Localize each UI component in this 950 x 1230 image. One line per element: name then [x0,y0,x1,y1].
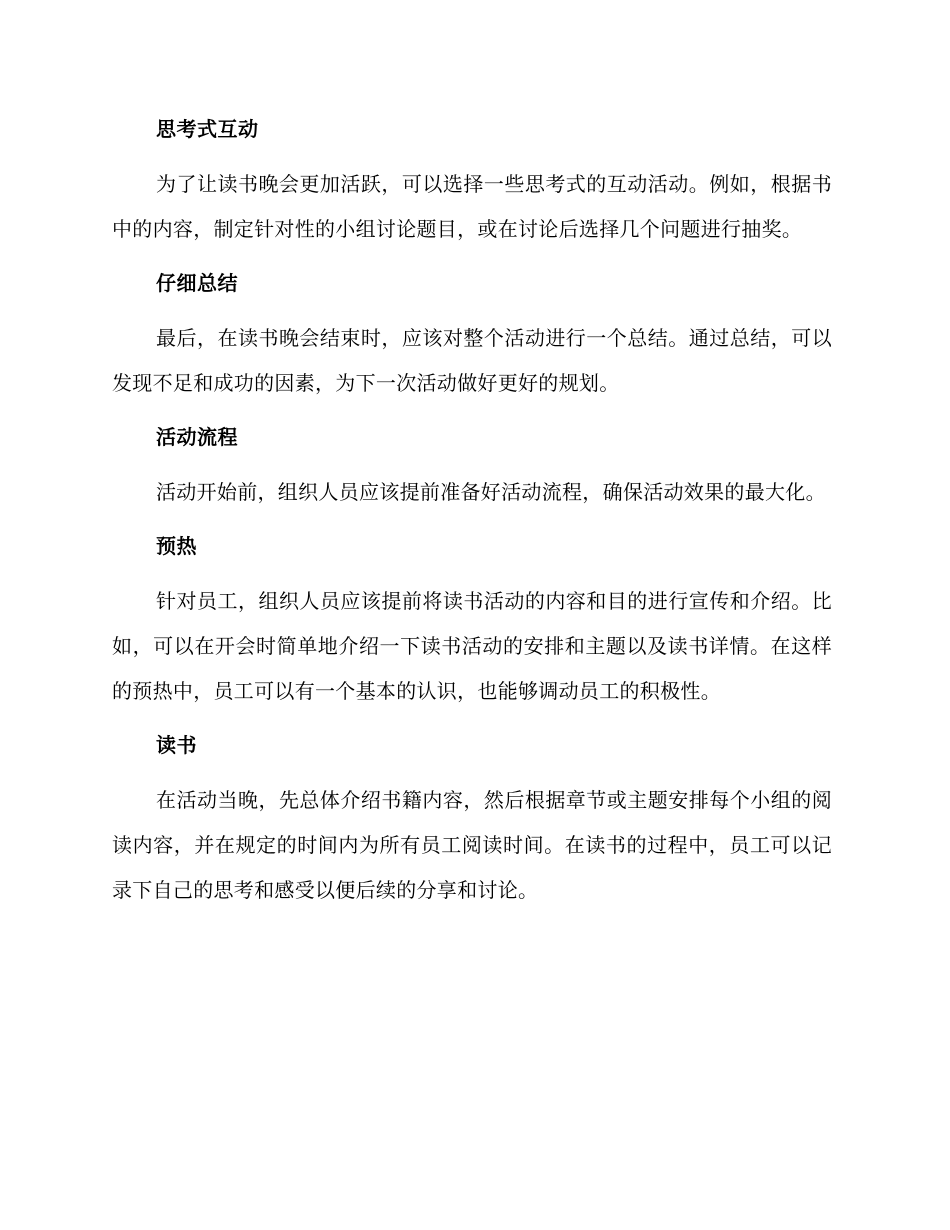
section-heading: 读书 [156,733,197,757]
section-heading: 活动流程 [156,425,238,449]
section-interactive-thinking [112,112,832,252]
section-paragraph: 针对员工，组织人员应该提前将读书活动的内容和目的进行宣传和介绍。比如，可以在开会时简单地介绍一下读书活动的安排和主题以及读书详情。在这样的预热中，员工可以有一个基本的认识，也能够调动员工的积极性。 [112,589,832,703]
section-summary [112,266,832,406]
section-paragraph: 活动开始前，组织人员应该提前准备好活动流程，确保活动效果的最大化。 [156,480,826,504]
section-paragraph: 在活动当晚，先总体介绍书籍内容，然后根据章节或主题安排每个小组的阅读内容，并在规定的时间内为所有员工阅读时间。在读书的过程中，员工可以记录下自己的思考和感受以便后续的分享和讨论。 [112,788,832,902]
section-activity-flow [112,420,832,515]
section-warm-up [112,529,832,714]
document-content [112,112,832,927]
section-paragraph: 为了让读书晚会更加活跃，可以选择一些思考式的互动活动。例如，根据书中的内容，制定针对性的小组讨论题目，或在讨论后选择几个问题进行抽奖。 [112,172,832,241]
section-reading [112,728,832,913]
section-heading: 仔细总结 [156,271,238,295]
section-heading: 预热 [156,534,197,558]
section-paragraph: 最后，在读书晚会结束时，应该对整个活动进行一个总结。通过总结，可以发现不足和成功的因素，为下一次活动做好更好的规划。 [112,326,832,395]
section-heading: 思考式互动 [156,117,259,141]
